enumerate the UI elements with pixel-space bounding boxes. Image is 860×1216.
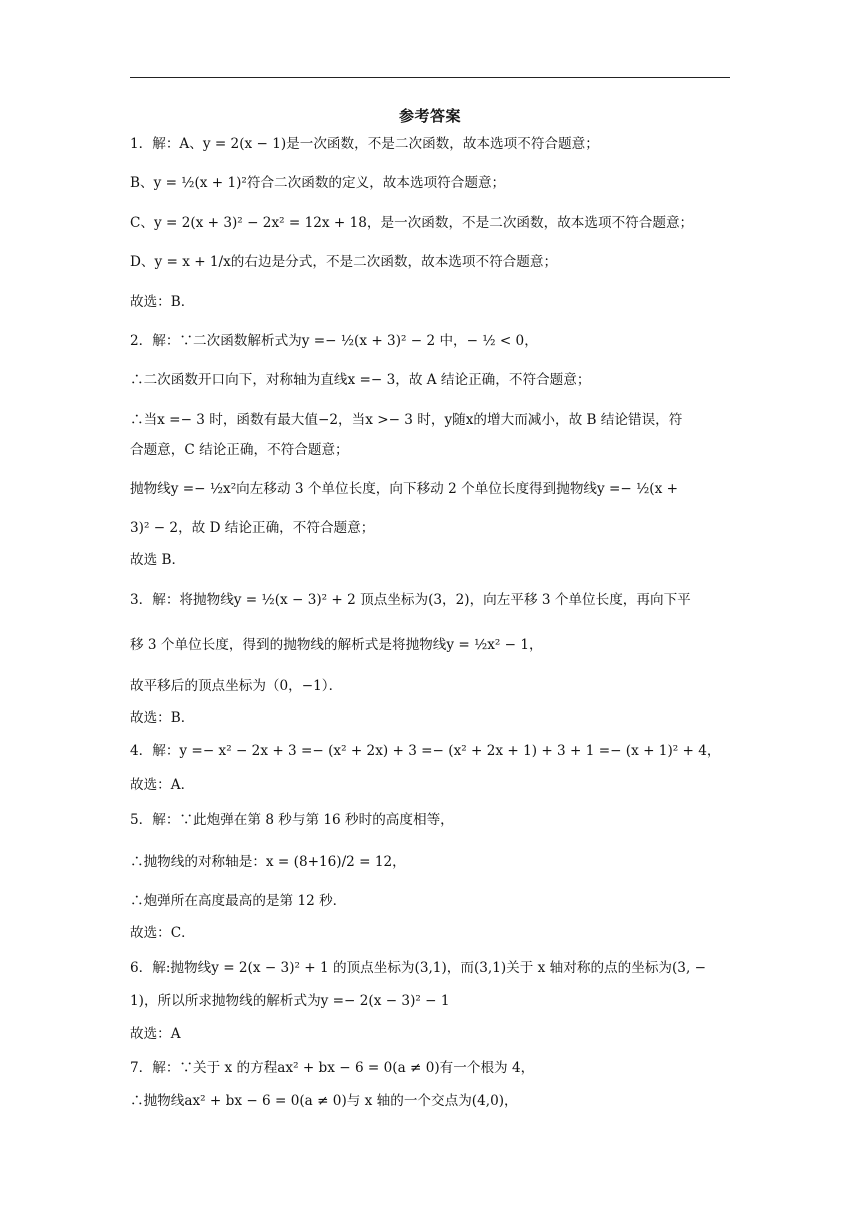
q5-answer: 故选：C． — [130, 925, 195, 941]
q1-line-2: B、y = ½(x + 1)²符合二次函数的定义，故本选项符合题意； — [130, 175, 506, 191]
q3-line-3: 故平移后的顶点坐标为（0，−1）． — [130, 678, 343, 694]
q4-line-1: 4．解：y =− x² − 2x + 3 =− (x² + 2x) + 3 =− (x² + 2x + 1) + 3 + 1 =− (x + 1)² + 4， — [130, 743, 721, 759]
q5-line-1: 5．解：∵此炮弹在第 8 秒与第 16 秒时的高度相等， — [130, 812, 454, 828]
q2-line-2: ∴二次函数开口向下，对称轴为直线x =− 3，故 A 结论正确，不符合题意； — [130, 372, 591, 388]
q6-answer: 故选：A — [130, 1026, 181, 1042]
q7-line-2: ∴抛物线ax² + bx − 6 = 0(a ≠ 0)与 x 轴的一个交点为(4,0)， — [130, 1093, 518, 1109]
q5-line-3: ∴炮弹所在高度最高的是第 12 秒． — [130, 893, 347, 909]
q3-line-2: 移 3 个单位长度，得到的抛物线的解析式是将抛物线y = ½x² − 1， — [130, 637, 543, 653]
q2-line-6: 3)² − 2，故 D 结论正确，不符合题意； — [130, 520, 375, 536]
q3-line-1: 3．解：将抛物线y = ½(x − 3)² + 2 顶点坐标为(3，2)，向左平移 3 个单位长度，再向下平 — [130, 592, 691, 608]
q1-line-1: 1．解：A、y = 2(x − 1)是一次函数，不是二次函数，故本选项不符合题意； — [130, 136, 599, 152]
q1-line-4: D、y = x + 1/x的右边是分式，不是二次函数，故本选项不符合题意； — [130, 254, 558, 270]
q6-line-2: 1)，所以所求抛物线的解析式为y =− 2(x − 3)² − 1 — [130, 993, 450, 1009]
q2-line-4: 合题意，C 结论正确，不符合题意； — [130, 442, 349, 458]
q2-answer: 故选 B． — [130, 552, 186, 568]
q2-line-5: 抛物线y =− ½x²向左移动 3 个单位长度，向下移动 2 个单位长度得到抛物线y =− ½(x + — [130, 481, 678, 497]
q1-line-3: C、y = 2(x + 3)² − 2x² = 12x + 18，是一次函数，不是二次函数，故本选项不符合题意； — [130, 215, 694, 231]
q4-answer: 故选：A． — [130, 777, 195, 793]
q3-answer: 故选：B． — [130, 710, 195, 726]
q7-line-1: 7．解：∵关于 x 的方程ax² + bx − 6 = 0(a ≠ 0)有一个根为 4， — [130, 1060, 535, 1076]
q5-line-2: ∴抛物线的对称轴是：x = (8+16)/2 = 12， — [130, 854, 406, 870]
header-rule — [130, 77, 730, 78]
q2-line-3: ∴当x =− 3 时，函数有最大值−2，当x >− 3 时，y随x的增大而减小，故 B 结论错误，符 — [130, 412, 683, 428]
q2-line-1: 2．解：∵二次函数解析式为y =− ½(x + 3)² − 2 中，− ½ < 0， — [130, 333, 538, 349]
q1-answer: 故选：B． — [130, 294, 195, 310]
page-title: 参考答案 — [398, 107, 461, 125]
q6-line-1: 6．解:抛物线y = 2(x − 3)² + 1 的顶点坐标为(3,1)，而(3,1)关于 x 轴对称的点的坐标为(3, − — [130, 960, 706, 976]
